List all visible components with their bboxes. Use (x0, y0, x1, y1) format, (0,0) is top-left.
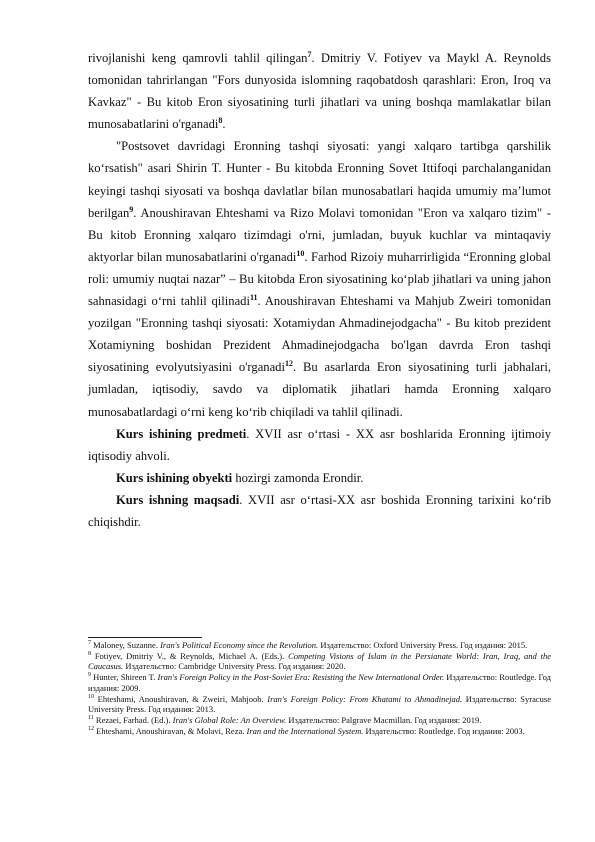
footnote-ref: 7 (307, 49, 312, 59)
footnote: $^{10}$ Ehteshami, Anoushiravan, & Zweiri, Mahjoob. Iran's Foreign Policy: From Khatami to Ahmadinejad. Издательство: Syracuse University Press. Год издания: 2013. (88, 693, 551, 715)
footnote-ref: 9 (129, 204, 134, 214)
footnote: $^9$ Hunter, Shireen T. Iran's Foreign Policy in the Post-Soviet Era: Resisting the New International Order. Издательство: Routledge. Год издания: 2009. (88, 672, 552, 693)
paragraph-1: rivojlanishi keng qamrovli tahlil qilingan$^7$. Dmitriy V. Fotiyev va Maykl A. Reynolds tomonidan tahrirlangan "Fors dunyosida islomning raqobatdosh qarashlari: Eron, Iroq va Kavkaz" - Bu kitob Eron siyosatining turli jihatlari va uning boshqa mamlakatlar bilan munosabatlarini o'rganadi$^8$. (88, 49, 551, 132)
footnote: $^8$ Fotiyev, Dmitriy V., & Reynolds, Michael A. (Eds.). Competing Visions of Islam in the Persianate World: Iran, Iraq, and the Caucasus. Издательство: Cambridge University Press. Год издания: 2020. (88, 650, 551, 672)
paragraph-2: "Postsovet davridagi Eronning tashqi siyosati: yangi xalqaro tartibga qarshilik koʻrsatish" asari Shirin T. Hunter - Bu kitobda Eronning Sovet Ittifoqi parchalanganidan keyingi tashqi siyosati va boshqa davlatlar bilan munosabatlari haqida umumiy maʼlumot berilgan$^9$. Anoushiravan Ehteshami va Rizo Molavi tomonidan "Eron va xalqaro tizim" - Bu kitob Eronning xalqaro tizimdagi o'rni, jumladan, buyuk kuchlar va mintaqaviy aktyorlar bilan munosabatlarini o'rganadi$^{10}$. Farhod Rizoiy muharrirligida “Eronning global roli: umumiy nuqtai nazar” – Bu kitobda Eron siyosatining koʻplab jihatlari va uning jahon sahnasidagi oʻrni tahlil qilinadi$^{11}$. Anoushiravan Ehteshami va Mahjub Zweiri tomonidan yozilgan "Eronning tashqi siyosati: Xotamiydan Ahmadinejodgacha" - Bu kitob prezident Xotamiyning boshidan Prezident Ahmadinejodgacha bo'lgan davrda Eron tashqi siyosatining evolyutsiyasini o'rganadi$^{12}$. Bu asarlarda Eron siyosatining turli jabhalari, jumladan, iqtisodiy, savdo va diplomatik jihatlari hamda Eronning xalqaro munosabatlardagi oʻrni keng koʻrib chiqiladi va tahlil qilinadi. (88, 139, 551, 419)
object-label: Kurs ishining obyekti (116, 470, 233, 485)
footnote-separator (88, 637, 202, 638)
footnotes (88, 640, 551, 736)
body-text (88, 47, 551, 533)
footnote: $^{11}$ Rezaei, Farhad. (Ed.). Iran's Global Role: An Overview. Издательство: Palgrave Macmillan. Год издания: 2019. (88, 714, 482, 725)
footnote: $^7$ Maloney, Suzanne. Iran's Political Economy since the Revolution. Издательство: Oxford University Press. Год издания: 2015. (88, 640, 528, 650)
paragraph-subject: Kurs ishining predmeti. XVII asr oʻrtasi - XX asr boshlarida Eronning ijtimoiy iqtisodiy ahvoli. (88, 426, 552, 463)
paragraph-goal: Kurs ishning maqsadi. XVII asr oʻrtasi-XX asr boshida Eronning tarixini koʻrib chiqishdir. (88, 492, 551, 529)
footnote-ref: 10 (296, 248, 305, 258)
goal-label: Kurs ishning maqsadi (116, 492, 240, 507)
footnote-ref: 12 (284, 359, 293, 369)
footnote-ref: 11 (249, 292, 258, 302)
footnote: $^{12}$ Ehteshami, Anoushiravan, & Molavi, Reza. Iran and the International System. Издательство: Routledge. Год издания: 2003. (88, 725, 525, 736)
paragraph-object: Kurs ishining obyekti hozirgi zamonda Erondir. (116, 470, 364, 485)
footnote-ref: 8 (218, 116, 223, 126)
subject-label: Kurs ishining predmeti (116, 426, 247, 441)
